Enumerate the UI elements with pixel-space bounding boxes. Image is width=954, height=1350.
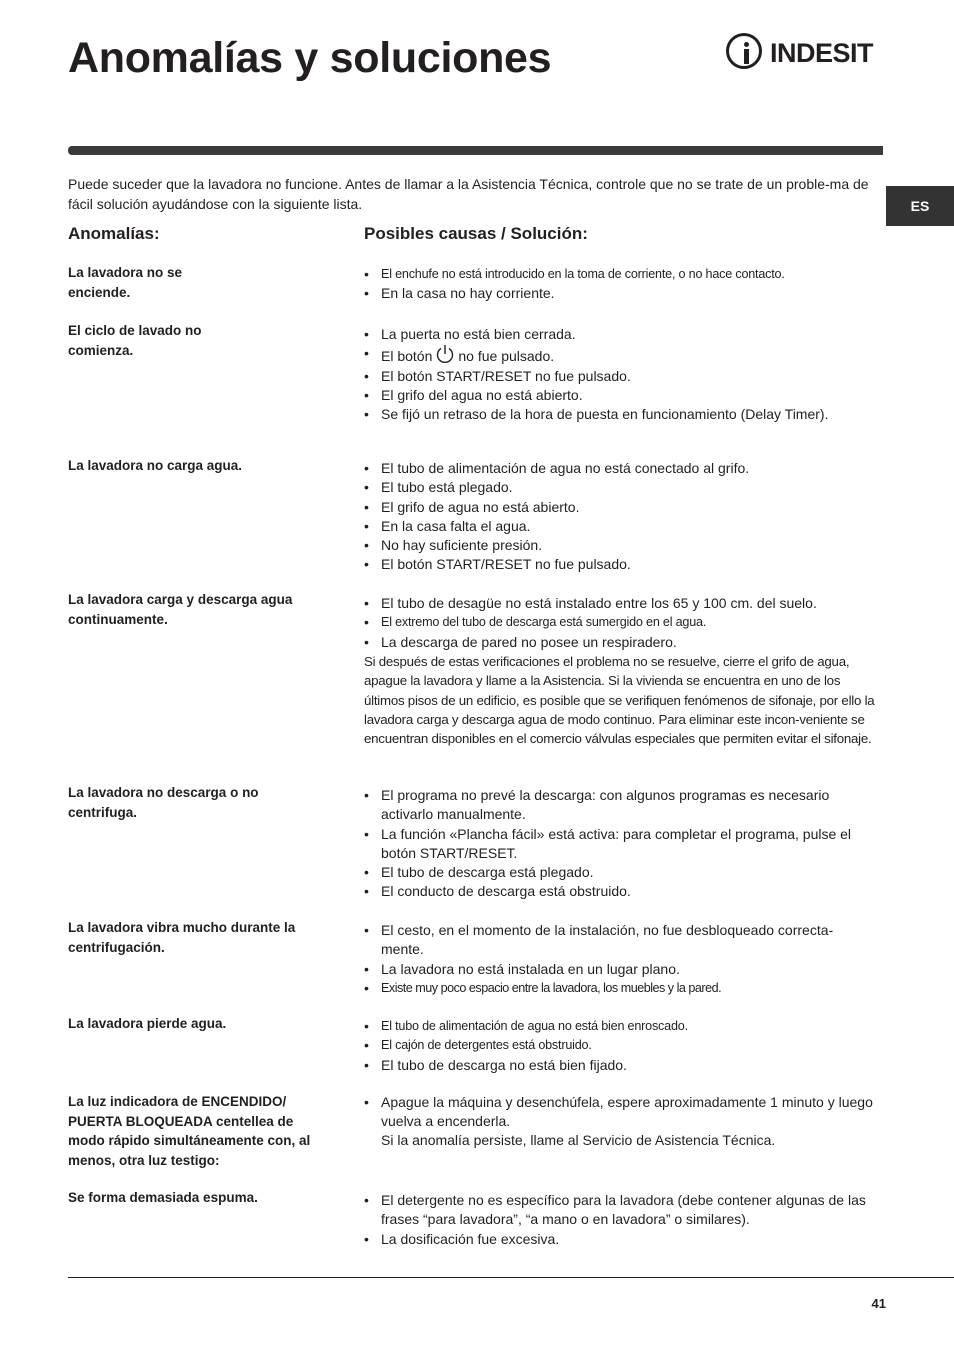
anomaly-label: La lavadora pierde agua. xyxy=(68,1016,227,1031)
cause-item: • El tubo está plegado. xyxy=(364,478,876,497)
cause-item: • El tubo de alimentación de agua no está conectado al grifo. xyxy=(364,459,876,478)
cause-item: • Apague la máquina y desenchúfela, espere aproximadamente 1 minuto y luego vuelva a encenderla. xyxy=(364,1093,876,1132)
header-divider xyxy=(68,146,883,155)
cause-item: • Se fijó un retraso de la hora de puesta en funcionamiento (Delay Timer). xyxy=(364,405,876,424)
language-tab: ES xyxy=(886,186,954,226)
cause-item xyxy=(364,344,876,366)
causes-list xyxy=(364,325,876,424)
cause-item: • El cesto, en el momento de la instalación, no fue desbloqueado correcta-mente. xyxy=(364,921,864,960)
causes-list xyxy=(364,459,876,575)
cause-item: • El conducto de descarga está obstruido. xyxy=(364,882,876,901)
cause-note: Si después de estas verificaciones el problema no se resuelve, cierre el grifo de agua, apague la lavadora y llame a la Asistencia. Si la vivienda se encuentra en uno de los últimos pisos de un edificio, es posible que se verifiquen fenómenos de sifonaje, por ello la lavadora carga y descarga agua de modo continuo. Para eliminar este incon-veniente se encuentran disponibles en el comercio válvulas especiales que permiten evitar el sifonaje. xyxy=(364,654,875,747)
cause-text-before: El botón xyxy=(381,348,433,365)
anomaly-label: La lavadora no descarga o no centrifuga. xyxy=(68,785,259,820)
page-number: 41 xyxy=(871,1296,886,1311)
anomaly-label: Se forma demasiada espuma. xyxy=(68,1190,258,1205)
anomaly-label: La luz indicadora de ENCENDIDO/ PUERTA BLOQUEADA centellea de modo rápido simultáneamente con, al menos, otra luz testigo: xyxy=(68,1094,311,1168)
cause-item: • El tubo de alimentación de agua no está bien enroscado. xyxy=(364,1017,876,1036)
anomaly-label: La lavadora carga y descarga agua continuamente. xyxy=(68,592,293,627)
cause-item: • No hay suficiente presión. xyxy=(364,536,876,555)
cause-item: • Existe muy poco espacio entre la lavadora, los muebles y la pared. xyxy=(364,979,864,998)
anomaly-label: La lavadora no se enciende. xyxy=(68,265,183,300)
cause-item: • El botón START/RESET no fue pulsado. xyxy=(364,555,876,574)
causes-heading: Posibles causas / Solución: xyxy=(364,224,588,243)
causes-list xyxy=(364,594,876,652)
cause-item: • En la casa no hay corriente. xyxy=(364,284,876,303)
brand-name: INDESIT xyxy=(770,38,874,68)
causes-list xyxy=(364,921,864,998)
causes-list xyxy=(364,265,876,304)
logo-circle-icon xyxy=(726,33,762,69)
cause-item: • El grifo de agua no está abierto. xyxy=(364,498,876,517)
cause-item: • La descarga de pared no posee un respiradero. xyxy=(364,633,876,652)
anomaly-label: La lavadora no carga agua. xyxy=(68,458,243,473)
page-title: Anomalías y soluciones xyxy=(68,34,552,82)
cause-item: • La puerta no está bien cerrada. xyxy=(364,325,876,344)
cause-item: • El extremo del tubo de descarga está sumergido en el agua. xyxy=(364,613,876,632)
causes-list xyxy=(364,786,876,902)
cause-item: • La dosificación fue excesiva. xyxy=(364,1230,876,1249)
cause-item: • La función «Plancha fácil» está activa: para completar el programa, pulse el botón START/RESET. xyxy=(364,825,876,864)
cause-text-after: no fue pulsado. xyxy=(458,348,555,365)
cause-note: Si la anomalía persiste, llame al Servicio de Asistencia Técnica. xyxy=(381,1132,776,1148)
cause-item: • El tubo de desagüe no está instalado entre los 65 y 100 cm. del suelo. xyxy=(364,594,876,613)
intro-text: Puede suceder que la lavadora no funcione. Antes de llamar a la Asistencia Técnica, controle que no se trate de un proble-ma de fácil solución ayudándose con la siguiente lista. xyxy=(68,176,869,212)
anomalies-heading: Anomalías: xyxy=(68,224,160,243)
cause-item: • El grifo del agua no está abierto. xyxy=(364,386,876,405)
indesit-logo xyxy=(726,33,888,75)
cause-item: • El detergente no es específico para la lavadora (debe contener algunas de las frases “para lavadora”, “a mano o en lavadora” o similares). xyxy=(364,1191,876,1230)
cause-item: • La lavadora no está instalada en un lugar plano. xyxy=(364,960,864,979)
anomaly-label: La lavadora vibra mucho durante la centrifugación. xyxy=(68,920,296,955)
cause-item: • El programa no prevé la descarga: con algunos programas es necesario activarlo manualmente. xyxy=(364,786,876,825)
cause-item: • El botón START/RESET no fue pulsado. xyxy=(364,367,876,386)
cause-item: • En la casa falta el agua. xyxy=(364,517,876,536)
causes-list xyxy=(364,1093,876,1132)
anomaly-label: El ciclo de lavado no comienza. xyxy=(68,323,202,358)
cause-item: • El enchufe no está introducido en la toma de corriente, o no hace contacto. xyxy=(364,265,876,284)
cause-item: • El cajón de detergentes está obstruido. xyxy=(364,1036,876,1055)
cause-item: • El tubo de descarga no está bien fijado. xyxy=(364,1056,876,1075)
causes-list xyxy=(364,1017,876,1075)
cause-item: • El tubo de descarga está plegado. xyxy=(364,863,876,882)
power-button-icon xyxy=(434,344,456,364)
causes-list xyxy=(364,1191,876,1249)
footer-divider xyxy=(68,1277,954,1278)
